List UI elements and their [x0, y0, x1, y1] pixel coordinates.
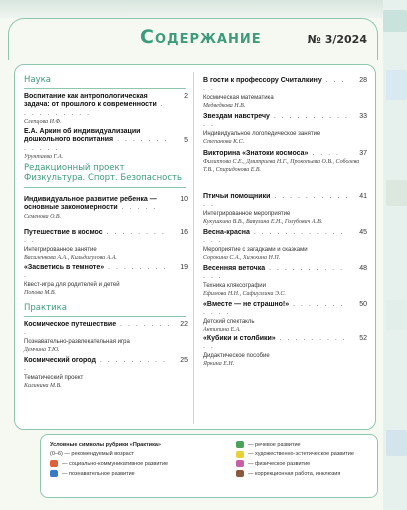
- entry-authors: Кукушкина В.В., Вавулина Е.Н., Голубович А.В.: [203, 219, 323, 226]
- entry-subtitle: Детский спектакль: [203, 318, 255, 325]
- entry-title: Весна-красна: [203, 229, 250, 236]
- entry-authors: Демчина Т.Ю.: [24, 347, 60, 354]
- page-number: 28: [359, 77, 367, 84]
- entry-subtitle: Индивидуальное логопедическое занятие: [203, 130, 321, 137]
- decor-square: [383, 10, 407, 32]
- entry-authors: Медведкова Н.В.: [203, 103, 246, 110]
- entry-authors: Василенкова А.А., Кильдигулова А.А.: [24, 255, 117, 262]
- page-number: 37: [359, 150, 367, 157]
- section-line: [24, 88, 186, 89]
- page-number: 19: [180, 264, 188, 271]
- section-line: [24, 316, 186, 317]
- entry-authors: Степанова К.С.: [203, 139, 245, 146]
- toc-entry[interactable]: В гости к профессору Считалкину . . . . . 28 Космическая математика Медведкова Н.В.: [203, 77, 367, 110]
- section-praktika: Практика: [24, 303, 67, 313]
- swatch-correction: [236, 470, 244, 477]
- legend-left: [50, 440, 168, 478]
- page-number: 41: [359, 193, 367, 200]
- page-number: 10: [180, 196, 188, 203]
- legend-item: [50, 459, 168, 469]
- legend-item: [50, 469, 168, 479]
- top-band: [0, 0, 383, 18]
- entry-title: Воспитание как антропологическая задача: от прошлого к современности: [24, 93, 157, 109]
- entry-subtitle: Дидактическое пособие: [203, 352, 270, 359]
- section-nauka: Наука: [24, 75, 51, 85]
- column-divider: [193, 72, 194, 424]
- toc-entry[interactable]: Птичьи помощники . . . . . . . . . . . . 41 Интегрированное мероприятие Кукушкина В.В., Вавулина Е.Н., Голубович А.В.: [203, 193, 367, 226]
- swatch-art: [236, 451, 244, 458]
- decor-square: [386, 300, 407, 330]
- entry-title: В гости к профессору Считалкину: [203, 77, 322, 84]
- legend-item: [236, 469, 354, 479]
- entry-subtitle: Интегрированное занятие: [24, 246, 97, 253]
- issue-number: № 3/2024: [307, 33, 367, 46]
- page-number: 52: [359, 335, 367, 342]
- entry-title: Космический огород: [24, 357, 96, 364]
- entry-subtitle: Мероприятие с загадками и сказками: [203, 246, 308, 253]
- entry-title: «Кубики и столбики»: [203, 335, 276, 342]
- page-number: 25: [180, 357, 188, 364]
- legend-label: — познавательное развитие: [62, 470, 135, 477]
- entry-authors: Калинина М.В.: [24, 383, 62, 390]
- toc-entry[interactable]: Весенняя веточка . . . . . . . . . . . . . 48 Техника кляксографии Ефимова Н.Н., Сафиуллина Э.С.: [203, 265, 367, 298]
- legend-label: — коррекционная работа, инклюзия: [248, 470, 341, 477]
- entry-authors: Сорокина С.А., Хижкина Н.П.: [203, 255, 281, 262]
- legend-label: — речевое развитие: [248, 441, 301, 448]
- entry-authors: Слепцова И.Ф.: [24, 119, 62, 126]
- entry-subtitle: Техника кляксографии: [203, 282, 266, 289]
- entry-title: «Засветись в темноте»: [24, 264, 105, 271]
- entry-title: Индивидуальное развитие ребенка — основные закономерности: [24, 196, 157, 212]
- decor-square: [386, 180, 407, 206]
- toc-entry[interactable]: Космическое путешествие . . . . . . . . 22 Познавательно-развлекательная игра Демчина Т.Ю.: [24, 321, 188, 354]
- legend-label: — физическое развитие: [248, 460, 311, 467]
- toc-entry[interactable]: Путешествие в космос . . . . . . . . . . 16 Интегрированное занятие Василенкова А.А., Кильдигулова А.А.: [24, 229, 188, 262]
- legend-label: — социально-коммуникативное развитие: [62, 460, 169, 467]
- entry-title: «Вместе — не страшно!»: [203, 301, 290, 308]
- legend-item: [236, 459, 354, 469]
- toc-entry[interactable]: Викторина «Знатоки космоса» . . . . 37 Филиппова С.Е., Дмитриева Н.Г., Прокопьева О.В., Соболева Т.В., Спиридонова Е.В.: [203, 150, 367, 173]
- legend-item: [236, 440, 354, 450]
- entry-subtitle: Квест-игра для родителей и детей: [24, 281, 120, 288]
- entry-title: Путешествие в космос: [24, 229, 103, 236]
- entry-authors: Урунтаева Г.А.: [24, 154, 64, 161]
- legend-item: [236, 450, 354, 460]
- entry-title: Птичьи помощники: [203, 193, 271, 200]
- swatch-cognitive: [50, 470, 58, 477]
- entry-title: Викторина «Знатоки космоса»: [203, 150, 309, 157]
- toc-entry[interactable]: «Кубики и столбики» . . . . . . . . . . . 52 Дидактическое пособие Яркина Е.Н.: [203, 335, 367, 368]
- page-number: 33: [359, 113, 367, 120]
- swatch-speech: [236, 441, 244, 448]
- toc-entry[interactable]: Звездам навстречу . . . . . . . . . . . . 33 Индивидуальное логопедическое занятие Степанова К.С.: [203, 113, 367, 146]
- entry-subtitle: Познавательно-развлекательная игра: [24, 338, 130, 345]
- entry-authors: Яркина Е.Н.: [203, 361, 235, 368]
- toc-entry[interactable]: Космический огород . . . . . . . . . . 25 Тематический проект Калинина М.В.: [24, 357, 188, 390]
- entry-subtitle: Тематический проект: [24, 374, 84, 381]
- entry-title: Е.А. Аркин об индивидуализации дошкольного воспитания: [24, 128, 141, 144]
- toc-entry[interactable]: Е.А. Аркин об индивидуализации дошкольного воспитания . . . . . . . . . . . . 5 Урунтаева Г.А.: [24, 128, 188, 161]
- toc-entry[interactable]: «Вместе — не страшно!» . . . . . . . . . . . 50 Детский спектакль Антипина Е.А.: [203, 301, 367, 334]
- page-number: 48: [359, 265, 367, 272]
- page-number: 5: [184, 137, 188, 144]
- page-number: 45: [359, 229, 367, 236]
- page-number: 22: [180, 321, 188, 328]
- toc-entry[interactable]: Воспитание как антропологическая задача: от прошлого к современности . . . . . . . . . . 2 Слепцова И.Ф.: [24, 93, 188, 126]
- entry-authors: Семенова О.В.: [24, 213, 62, 220]
- legend-label: — художественно-эстетическое развитие: [248, 451, 354, 458]
- entry-authors: Ефимова Н.Н., Сафиуллина Э.С.: [203, 291, 286, 298]
- section-line: [24, 187, 186, 188]
- legend-age: (0–6) — рекомендуемый возраст: [50, 451, 134, 458]
- swatch-physical: [236, 460, 244, 467]
- page-number: 50: [359, 301, 367, 308]
- entry-title: Звездам навстречу: [203, 113, 270, 120]
- entry-title: Весенняя веточка: [203, 265, 266, 272]
- entry-authors: Попова М.В.: [24, 290, 57, 297]
- entry-subtitle: Интегрированное мероприятие: [203, 210, 291, 217]
- entry-authors: Антипина Е.А.: [203, 327, 241, 334]
- legend-heading: Условные символы рубрики «Практика»: [50, 441, 161, 448]
- toc-entry[interactable]: Весна-красна . . . . . . . . . . . . . . . 45 Мероприятие с загадками и сказками Сорокина С.А., Хижкина Н.П.: [203, 229, 367, 262]
- toc-entry[interactable]: Индивидуальное развитие ребенка — основные закономерности . . . . . 10 Семенова О.В.: [24, 196, 188, 220]
- section-editorial-project: Редакционный проект Физкультура. Спорт. Безопасность: [24, 163, 183, 183]
- legend-right: [236, 440, 354, 478]
- entry-title: Космическое путешествие: [24, 321, 117, 328]
- page-number: 16: [180, 229, 188, 236]
- entry-subtitle: Космическая математика: [203, 94, 274, 101]
- entry-authors: Филиппова С.Е., Дмитриева Н.Г., Прокопьева О.В., Соболева Т.В., Спиридонова Е.В.: [203, 159, 360, 173]
- decor-square: [386, 430, 407, 456]
- page-title: Содержание: [140, 26, 262, 48]
- swatch-social: [50, 460, 58, 467]
- toc-entry[interactable]: «Засветись в темноте» . . . . . . . . . 19 Квест-игра для родителей и детей Попова М.В.: [24, 264, 188, 297]
- decor-square: [386, 70, 407, 100]
- page-number: 2: [184, 93, 188, 100]
